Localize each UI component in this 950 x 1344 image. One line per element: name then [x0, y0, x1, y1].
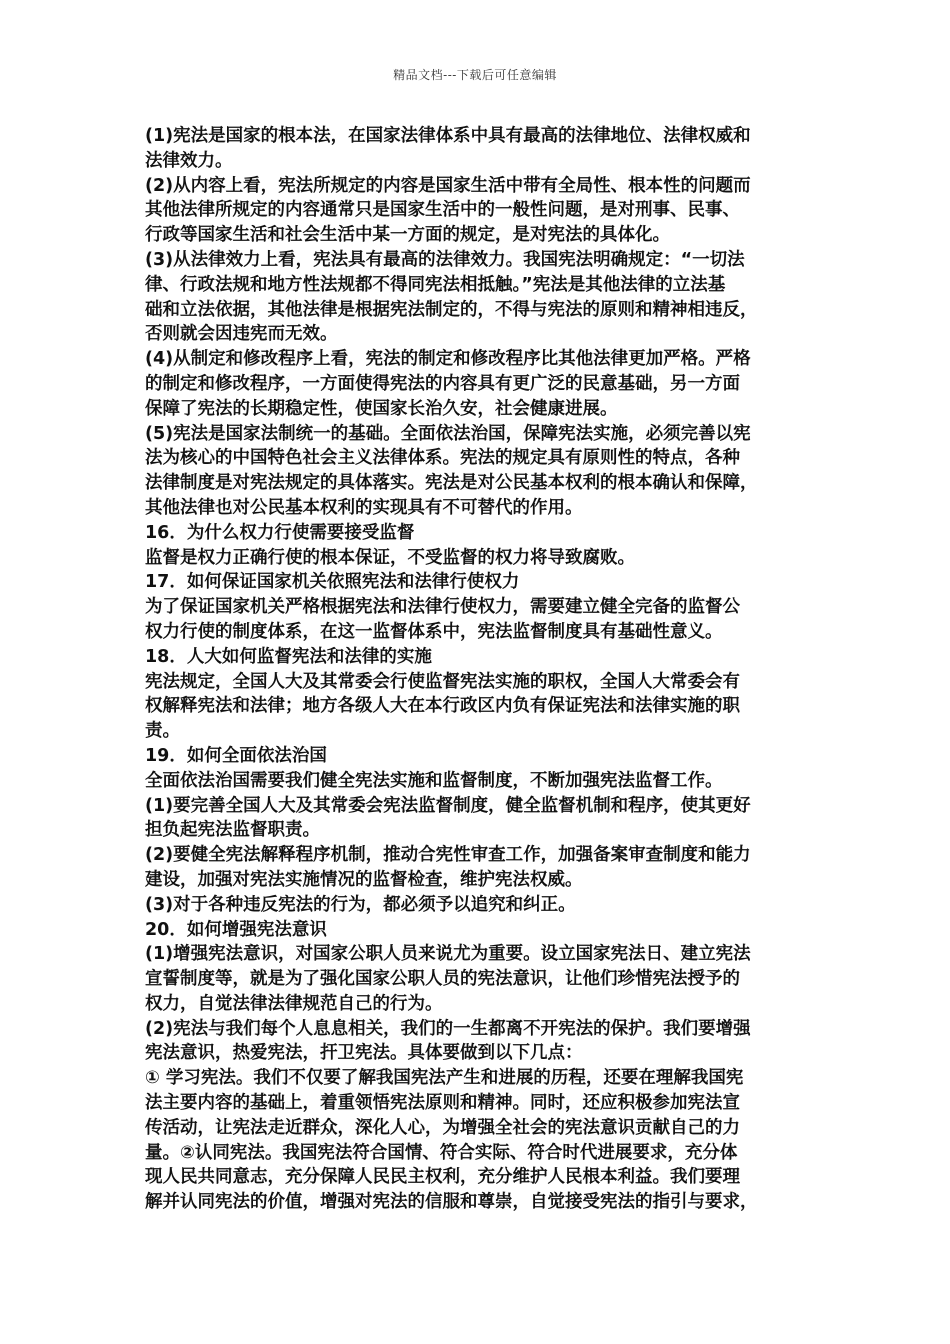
- text-line: 解并认同宪法的价值，增强对宪法的信服和尊崇，自觉接受宪法的指引与要求，: [145, 1192, 758, 1213]
- text-line: (2)从内容上看，宪法所规定的内容是国家生活中带有全局性、根本性的问题而: [145, 175, 751, 196]
- text-line: 现人民共同意志，充分保障人民民主权利，充分维护人民根本利益。我们要理: [145, 1167, 740, 1188]
- text-line: 法律制度是对宪法规定的具体落实。宪法是对公民基本权利的根本确认和保障，: [145, 473, 758, 494]
- text-line: 传活动，让宪法走近群众，深化人心，为增强全社会的宪法意识贡献自己的力: [145, 1117, 740, 1138]
- text-line: 权解释宪法和法律；地方各级人大在本行政区内负有保证宪法和法律实施的职: [145, 696, 740, 717]
- section-heading: 20．如何增强宪法意识: [145, 919, 327, 940]
- text-line: 否则就会因违宪而无效。: [145, 324, 338, 345]
- text-line: 全面依法治国需要我们健全宪法实施和监督制度，不断加强宪法监督工作。: [145, 770, 723, 791]
- text-line: 为了保证国家机关严格根据宪法和法律行使权力，需要建立健全完备的监督公: [145, 597, 740, 618]
- text-line: 权力行使的制度体系，在这一监督体系中，宪法监督制度具有基础性意义。: [145, 621, 723, 642]
- text-line: 监督是权力正确行使的根本保证，不受监督的权力将导致腐败。: [145, 547, 635, 568]
- text-line: 法为核心的中国特色社会主义法律体系。宪法的规定具有原则性的特点，各种: [145, 448, 740, 469]
- text-line: (3)从法律效力上看，宪法具有最高的法律效力。我国宪法明确规定：“一切法: [145, 249, 745, 270]
- text-line: 础和立法依据，其他法律是根据宪法制定的，不得与宪法的原则和精神相违反，: [145, 299, 758, 320]
- text-line: 法主要内容的基础上，着重领悟宪法原则和精神。同时，还应积极参加宪法宣: [145, 1093, 740, 1114]
- text-line: (1)增强宪法意识，对国家公职人员来说尤为重要。设立国家宪法日、建立宪法: [145, 944, 751, 965]
- text-line: 宣誓制度等，就是为了强化国家公职人员的宪法意识，让他们珍惜宪法授予的: [145, 969, 740, 990]
- section-heading: 19．如何全面依法治国: [145, 745, 327, 766]
- text-line: 的制定和修改程序，一方面使得宪法的内容具有更广泛的民意基础，另一方面: [145, 373, 740, 394]
- text-line: 建设，加强对宪法实施情况的监督检查，维护宪法权威。: [145, 869, 583, 890]
- page-header: 精品文档---下载后可任意编辑: [393, 68, 557, 82]
- text-line: (5)宪法是国家法制统一的基础。全面依法治国，保障宪法实施，必须完善以宪: [145, 423, 751, 444]
- text-line: (2)要健全宪法解释程序机制，推动合宪性审查工作，加强备案审查制度和能力: [145, 845, 751, 866]
- text-line: 宪法意识，热爱宪法，扞卫宪法。具体要做到以下几点：: [145, 1043, 583, 1064]
- text-line: 责。: [145, 721, 180, 742]
- text-line: 量。②认同宪法。我国宪法符合国情、符合实际、符合时代进展要求，充分体: [145, 1142, 738, 1163]
- text-line: 权力，自觉法律法律规范自己的行为。: [145, 993, 443, 1014]
- text-line: 其他法律所规定的内容通常只是国家生活中的一般性问题，是对刑事、民事、: [145, 200, 740, 221]
- text-line: 法律效力。: [145, 150, 233, 171]
- text-line: ① 学习宪法。我们不仅要了解我国宪法产生和进展的历程，还要在理解我国宪: [145, 1068, 744, 1089]
- text-line: 担负起宪法监督职责。: [145, 820, 320, 841]
- text-line: (1)要完善全国人大及其常委会宪法监督制度，健全监督机制和程序，使其更好: [145, 795, 751, 816]
- section-heading: 17．如何保证国家机关依照宪法和法律行使权力: [145, 572, 520, 593]
- text-line: 行政等国家生活和社会生活中某一方面的规定，是对宪法的具体化。: [145, 225, 670, 246]
- text-line: 律、行政法规和地方性法规都不得同宪法相抵触。”宪法是其他法律的立法基: [145, 274, 726, 295]
- section-heading: 18．人大如何监督宪法和法律的实施: [145, 646, 432, 667]
- text-line: (4)从制定和修改程序上看，宪法的制定和修改程序比其他法律更加严格。严格: [145, 349, 751, 370]
- text-line: 保障了宪法的长期稳定性，使国家长治久安，社会健康进展。: [145, 398, 618, 419]
- text-line: 宪法规定，全国人大及其常委会行使监督宪法实施的职权，全国人大常委会有: [145, 671, 740, 692]
- text-line: (1)宪法是国家的根本法，在国家法律体系中具有最高的法律地位、法律权威和: [145, 126, 751, 146]
- text-line: (3)对于各种违反宪法的行为，都必须予以追究和纠正。: [145, 894, 576, 915]
- section-heading: 16．为什么权力行使需要接受监督: [145, 522, 415, 543]
- text-line: 其他法律也对公民基本权利的实现具有不可替代的作用。: [145, 497, 583, 518]
- text-line: (2)宪法与我们每个人息息相关，我们的一生都离不开宪法的保护。我们要增强: [145, 1018, 751, 1039]
- document-body: [145, 124, 825, 1215]
